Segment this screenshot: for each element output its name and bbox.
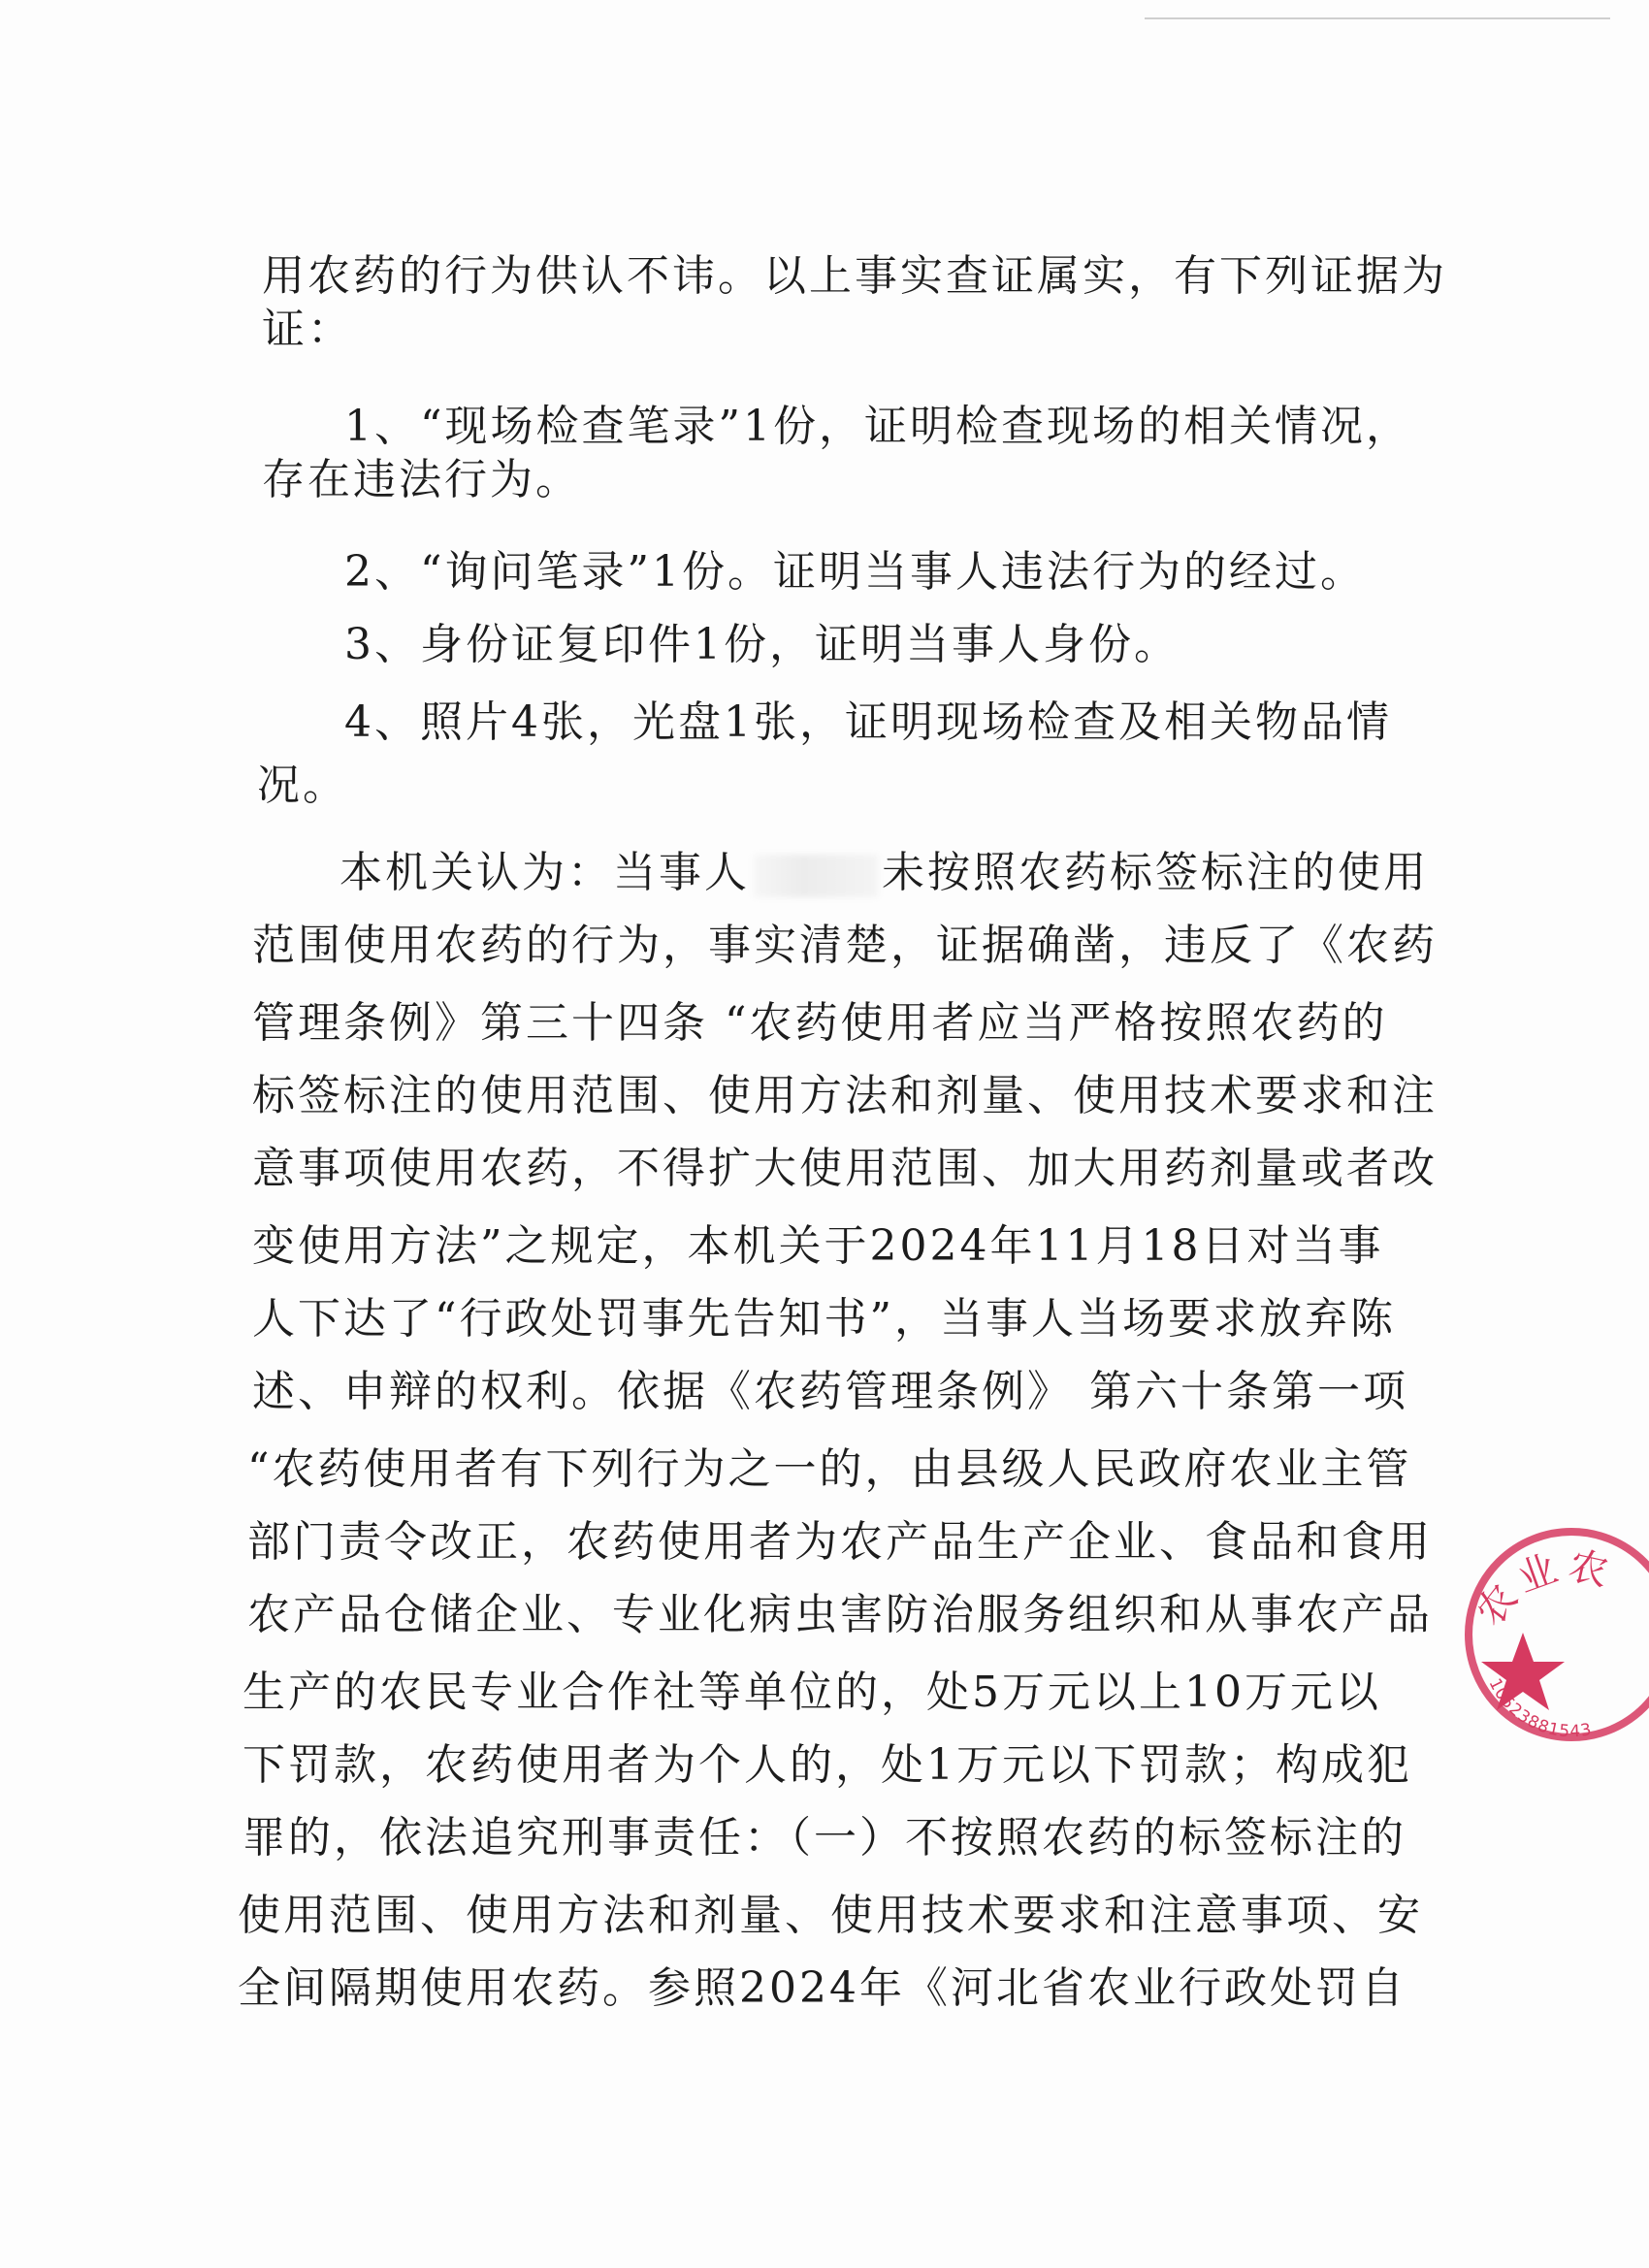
- text-line-10: 范围使用农药的行为，事实清楚，证据确凿，违反了《农药: [252, 921, 1438, 970]
- text-line-13: 意事项使用农药，不得扩大使用范围、加大用药剂量或者改: [252, 1144, 1438, 1193]
- seal-graphic: [1465, 1528, 1649, 1741]
- official-seal: [1465, 1528, 1649, 1741]
- paragraph-suffix: 未按照农药标签标注的使用: [882, 848, 1429, 897]
- seal-number-text: 10523881543: [1484, 1675, 1595, 1741]
- redacted-name: [754, 855, 878, 897]
- text-line-21: 下罚款，农药使用者为个人的，处1万元以下罚款；构成犯: [242, 1740, 1412, 1790]
- text-line-5: 2、“询问笔录”1份。证明当事人违法行为的经过。: [344, 547, 1366, 597]
- scan-edge-mark: [1145, 17, 1610, 19]
- text-line-14: 变使用方法”之规定，本机关于2024年11月18日对当事: [252, 1221, 1384, 1271]
- text-line-16: 述、申辩的权利。依据《农药管理条例》 第六十条第一项: [252, 1367, 1408, 1416]
- text-line-12: 标签标注的使用范围、使用方法和剂量、使用技术要求和注: [252, 1071, 1438, 1120]
- text-line-1: 用农药的行为供认不讳。以上事实查证属实，有下列证据为: [262, 251, 1447, 301]
- text-line-11: 管理条例》第三十四条 “农药使用者应当严格按照农药的: [252, 998, 1388, 1048]
- text-line-22: 罪的，依法追究刑事责任：（一）不按照农药的标签标注的: [242, 1813, 1406, 1863]
- text-line-17: “农药使用者有下列行为之一的，由县级人民政府农业主管: [247, 1444, 1412, 1494]
- paragraph-prefix: 本机关认为：当事人: [340, 848, 750, 897]
- seal-top-text: 农业农: [1467, 1542, 1618, 1635]
- text-line-8: 况。: [257, 761, 348, 810]
- text-line-6: 3、身份证复印件1份，证明当事人身份。: [344, 620, 1180, 669]
- text-line-7: 4、照片4张，光盘1张，证明现场检查及相关物品情: [344, 697, 1392, 747]
- text-line-20: 生产的农民专业合作社等单位的，处5万元以上10万元以: [242, 1668, 1381, 1717]
- text-line-23: 使用范围、使用方法和剂量、使用技术要求和注意事项、安: [238, 1891, 1423, 1940]
- text-line-19: 农产品仓储企业、专业化病虫害防治服务组织和从事农产品: [247, 1590, 1433, 1639]
- paragraph-opening-line: [340, 844, 1429, 902]
- text-line-4: 存在违法行为。: [262, 455, 581, 504]
- text-line-2: 证：: [262, 305, 353, 354]
- text-line-15: 人下达了“行政处罚事先告知书”，当事人当场要求放弃陈: [252, 1294, 1396, 1344]
- text-line-3: 1、“现场检查笔录”1份，证明检查现场的相关情况，: [344, 402, 1411, 451]
- text-line-24: 全间隔期使用农药。参照2024年《河北省农业行政处罚自: [238, 1963, 1406, 2013]
- text-line-18: 部门责令改正，农药使用者为农产品生产企业、食品和食用: [247, 1517, 1433, 1567]
